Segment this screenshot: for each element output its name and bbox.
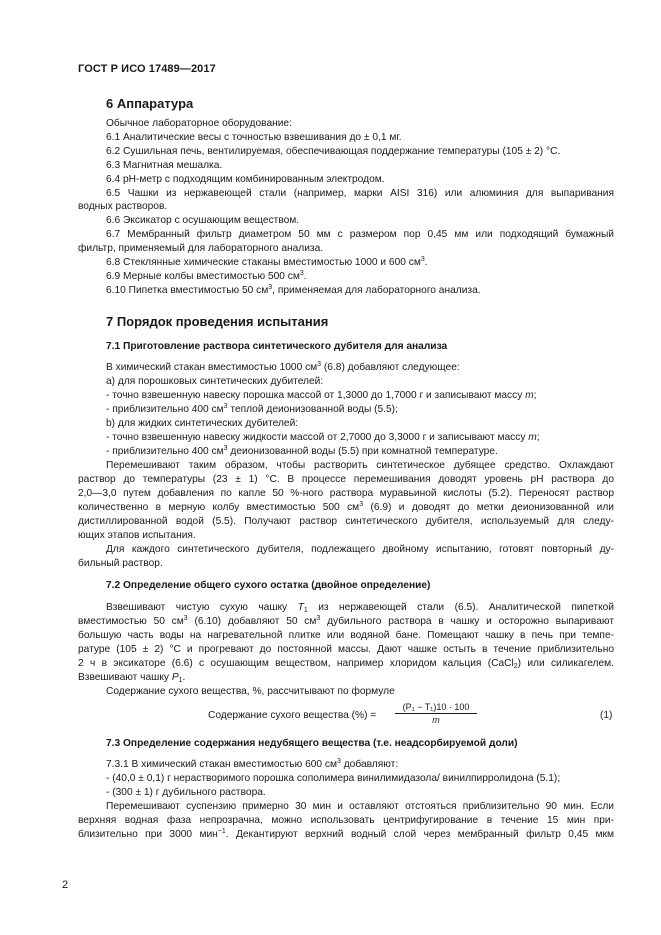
s73-para: Перемешивают суспензию примерно 30 мин и оставляют отстояться приблизительно 90 мин. Если bbox=[106, 801, 614, 812]
s71-para: раствор до температуры (23 ± 1) °С. В процессе перемешивания доводят уровень рН раствора до bbox=[78, 474, 614, 485]
s72-para: 2 ч в эксикаторе (6.6) с осушающим веществом, например хлоридом кальция (CaCl$_2$) или силикагелем. bbox=[78, 658, 614, 670]
section-6-title: 6 Аппаратура bbox=[106, 96, 194, 111]
s71-line: - точно взвешенную навеску жидкости массой от 2,7000 до 3,3000 г и записывают массу m; bbox=[106, 432, 540, 443]
s73-para: верхняя водная фаза непрозрачна, можно использовать центрифугирование в течение 15 мин при- bbox=[78, 815, 614, 826]
formula-lhs: Содержание сухого вещества (%) = bbox=[208, 710, 377, 721]
section-7-title: 7 Порядок проведения испытания bbox=[106, 314, 329, 329]
s71-para: Для каждого синтетического дубителя, подлежащего двойному испытанию, готовят повторный ду- bbox=[106, 544, 614, 555]
standard-header: ГОСТ Р ИСО 17489—2017 bbox=[78, 63, 216, 75]
s72-para: Содержание сухого вещества, %, рассчитывают по формуле bbox=[106, 686, 395, 697]
s6-item-6: 6.6 Эксикатор с осушающим веществом. bbox=[106, 215, 300, 226]
formula-denominator: m bbox=[432, 715, 440, 725]
s6-item-7b: фильтр, применяемый для лабораторного анализа. bbox=[78, 243, 324, 254]
formula-fraction bbox=[395, 702, 477, 725]
s71-line: - приблизительно 400 $см^3$ теплой деионизованной воды (5.5); bbox=[106, 403, 398, 415]
formula-numerator: (P₁ − T₁)10 · 100 bbox=[395, 702, 477, 714]
formula-number: (1) bbox=[600, 710, 613, 721]
s71-line: - точно взвешенную навеску порошка массой от 1,3000 до 1,7000 г и записывают массу m; bbox=[106, 390, 537, 401]
s73-line: - (300 ± 1) г дубильного раствора. bbox=[106, 787, 266, 798]
s72-para: Взвешивают чашку $P_1$. bbox=[78, 672, 186, 684]
s6-item-4: 6.4 рН-метр с подходящим комбинированным электродом. bbox=[106, 174, 385, 185]
s6-item-9: 6.9 Мерные колбы вместимостью 500 $см^3$. bbox=[106, 270, 307, 282]
s71-para: Перемешивают таким образом, чтобы растворить синтетическое дубящее средство. Охлаждают bbox=[106, 460, 614, 471]
s71-para: дистиллированной водой (5.5). Получают раствор синтетического дубителя, используемый для следу- bbox=[78, 516, 614, 527]
s6-item-5b: водных растворов. bbox=[78, 201, 168, 212]
s72-para: ратуре (105 ± 2) °С и прогревают до постоянной массы. Дают чашке остыть в течение приблизительно bbox=[78, 644, 614, 655]
s6-item-3: 6.3 Магнитная мешалка. bbox=[106, 160, 223, 171]
s6-item-2: 6.2 Сушильная печь, вентилируемая, обеспечивающая поддержание температуры (105 ± 2) °С. bbox=[106, 146, 561, 157]
s73-line: 7.3.1 В химический стакан вместимостью 600 $см^3$ добавляют: bbox=[106, 758, 399, 770]
s6-intro: Обычное лабораторное оборудование: bbox=[106, 118, 292, 129]
s72-para: большую часть воды на нагревательной плитке или водяной бане. Помещают чашку в печь при темпе- bbox=[78, 630, 614, 641]
subsection-7-3-title: 7.3 Определение содержания недубящего вещества (т.е. неадсорбируемой доли) bbox=[106, 738, 518, 749]
s71-para: количественно в мерную колбу вместимостью 500 $см^3$ (6.9) и доводят до метки деионизованной или bbox=[78, 501, 614, 513]
s73-para: близительно при 3000 мин$^{-1}$. Декантируют верхний водный слой через мембранный фильтр 0,45 мкм bbox=[78, 828, 614, 840]
s72-para: Взвешивают чистую сухую чашку $T_1$ из нержавеющей стали (6.5). Аналитической пипеткой bbox=[106, 602, 614, 614]
s71-line: b) для жидких синтетических дубителей: bbox=[106, 418, 299, 429]
s6-item-5a: 6.5 Чашки из нержавеющей стали (например, марки AISI 316) или алюминия для выпаривания bbox=[106, 188, 614, 199]
s71-para: бильный раствор. bbox=[78, 558, 163, 569]
page-number: 2 bbox=[62, 879, 69, 891]
subsection-7-2-title: 7.2 Определение общего сухого остатка (двойное определение) bbox=[106, 580, 431, 591]
s71-line: - приблизительно 400 $см^3$ деионизованной воды (5.5) при комнатной температуре. bbox=[106, 445, 498, 457]
s72-para: вместимостью 50 $см^3$ (6.10) добавляют 50 $см^3$ дубильного раствора в чашку и осторожно выпаривают bbox=[78, 615, 614, 627]
s6-item-7a: 6.7 Мембранный фильтр диаметром 50 мм с размером пор 0,45 мм или подходящий бумажный bbox=[106, 229, 614, 240]
s71-line: В химический стакан вместимостью 1000 $см^3$ (6.8) добавляют следующее: bbox=[106, 361, 460, 373]
s6-item-10: 6.10 Пипетка вместимостью 50 $см^3$, применяемая для лабораторного анализа. bbox=[106, 284, 481, 296]
subsection-7-1-title: 7.1 Приготовление раствора синтетического дубителя для анализа bbox=[106, 341, 448, 352]
s73-line: - (40,0 ± 0,1) г нерастворимого порошка сополимера винилимидазола/ винилпирролидона (5.1); bbox=[106, 773, 561, 784]
s71-para: ющих этапов испытания. bbox=[78, 530, 196, 541]
s6-item-1: 6.1 Аналитические весы с точностью взвешивания до ± 0,1 мг. bbox=[106, 132, 402, 143]
s6-item-8: 6.8 Стеклянные химические стаканы вместимостью 1000 и 600 $см^3$. bbox=[106, 256, 428, 268]
s71-para: 2,0—3,0 путем добавления по капле 50 %-ного раствора муравьиной кислоты (5.2). Переносят раствор bbox=[78, 488, 614, 499]
s71-line: а) для порошковых синтетических дубителей: bbox=[106, 376, 324, 387]
